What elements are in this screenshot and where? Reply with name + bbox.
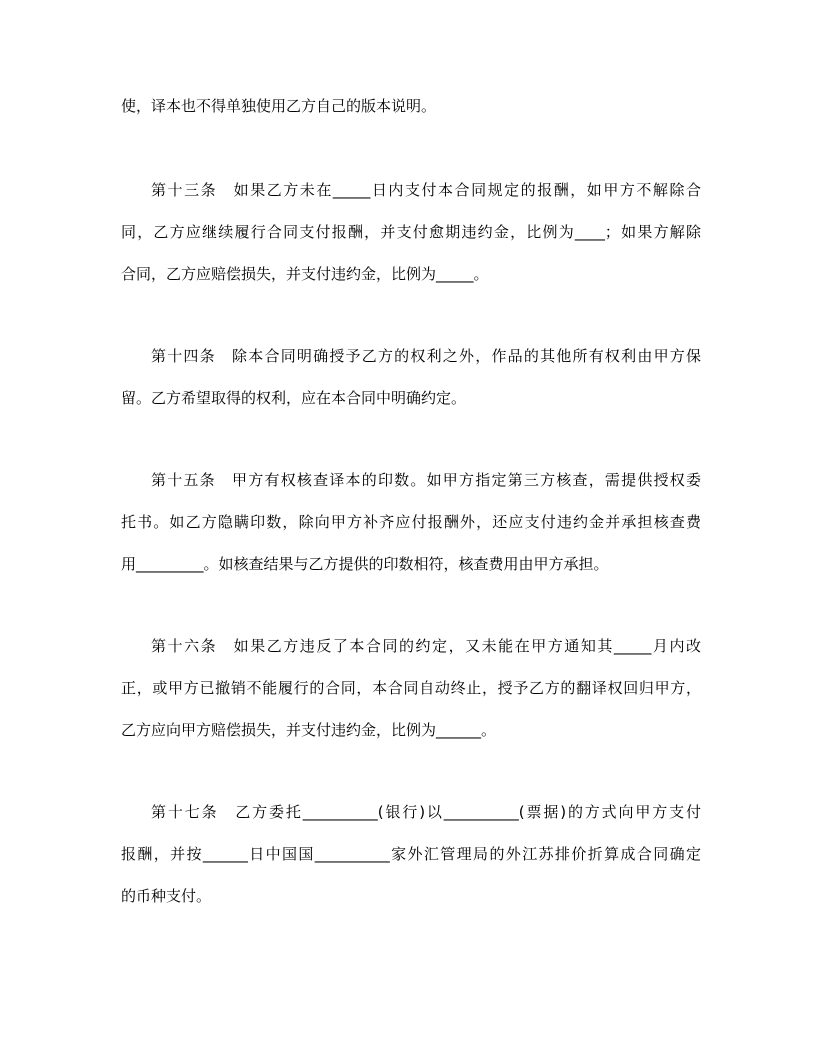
- article-17-line-3: 的币种支付。: [121, 887, 212, 905]
- article-13-line-1: 第十三条 如果乙方未在_____日内支付本合同规定的报酬，如甲方不解除合: [151, 181, 701, 199]
- article-13-line-2: 同，乙方应继续履行合同支付报酬，并支付愈期违约金，比例为____；如果方解除: [121, 223, 701, 241]
- article-14-line-2: 留。乙方希望取得的权利，应在本合同中明确约定。: [121, 389, 467, 407]
- article-13-line-3: 合同，乙方应赔偿损失，并支付违约金，比例为_____。: [121, 265, 489, 283]
- article-16-line-3: 乙方应向甲方赔偿损失，并支付违约金，比例为______。: [121, 721, 497, 739]
- paragraph-line: 使，译本也不得单独使用乙方自己的版本说明。: [121, 97, 437, 115]
- article-17-line-2: 报酬，并按______日中国国__________家外汇管理局的外江苏排价折算成合同确定: [121, 845, 701, 863]
- article-16-line-2: 正，或甲方已撤销不能履行的合同，本合同自动终止，授予乙方的翻译权回归甲方，: [121, 679, 701, 697]
- article-14-line-1: 第十四条 除本合同明确授予乙方的权利之外，作品的其他所有权利由甲方保: [151, 347, 701, 365]
- article-15-line-2: 托书。如乙方隐瞒印数，除向甲方补齐应付报酬外，还应支付违约金并承担核查费: [121, 513, 701, 531]
- article-16-line-1: 第十六条 如果乙方违反了本合同的约定，又未能在甲方通知其_____月内改: [151, 637, 701, 655]
- article-15-line-3: 用_________。如核查结果与乙方提供的印数相符，核查费用由甲方承担。: [121, 555, 609, 573]
- article-15-line-1: 第十五条 甲方有权核查译本的印数。如甲方指定第三方核查，需提供授权委: [151, 471, 701, 489]
- article-17-line-1: 第十七条 乙方委托__________(银行)以__________(票据)的方式向甲方支付: [151, 803, 701, 821]
